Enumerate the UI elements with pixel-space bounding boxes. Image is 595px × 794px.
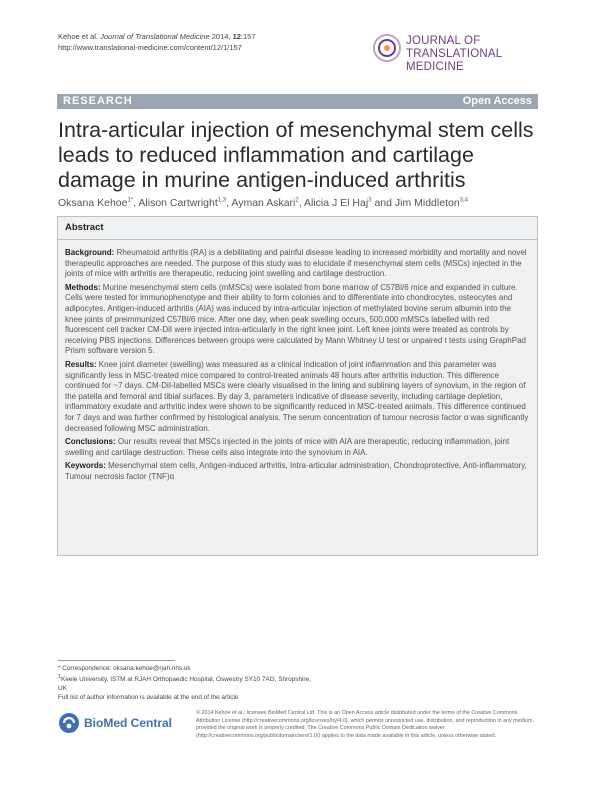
biomed-central-logo-icon	[58, 712, 80, 734]
footnote-divider	[58, 660, 175, 661]
author[interactable]: Jim Middleton$^{3,4}$	[394, 197, 469, 209]
citation-journal: Journal of Translational Medicine	[100, 32, 210, 41]
abstract-conclusions: Conclusions: Our results reveal that MSCs injected in the joints of mice with AIA are therapeutic, reducing inflammation, joint swelling and cartilage destruction. These cells also integrate into the synovium in AIA.	[65, 437, 510, 457]
abstract-background: Background: Rheumatoid arthritis (RA) is a debilitating and painful disease leading to increased morbidity and mortality and novel therapeutic approaches are needed. The purpose of this study was to elucidate if mesenchymal stem cells (MSCs) injected in the joints of mice with arthritis are therapeutic, reducing joint swelling and cartilage destruction.	[65, 248, 527, 279]
footnotes	[58, 664, 318, 702]
citation-line	[58, 31, 256, 42]
citation-url[interactable]: http://www.translational-medicine.com/content/12/1/157	[58, 43, 242, 52]
section-band	[57, 94, 538, 109]
section-label: RESEARCH	[63, 95, 133, 107]
author-info-note: Full list of author information is available at the end of the article	[58, 694, 239, 702]
journal-name-line1: JOURNAL OF	[406, 35, 481, 47]
citation-page: :157	[240, 32, 256, 41]
citation-year: 2014,	[209, 32, 233, 41]
abstract-body	[65, 248, 530, 485]
abstract-box	[57, 216, 538, 556]
journal-emblem-icon	[372, 31, 402, 65]
author[interactable]: Ayman Askari$^2$	[231, 197, 299, 209]
publisher-name: BioMed Central	[84, 716, 173, 730]
citation-header	[58, 31, 256, 53]
author[interactable]: Alison Cartwright$^{1,3}$	[138, 197, 227, 209]
license-text: © 2014 Kehoe et al.; licensee BioMed Central Ltd. This is an Open Access article distributed under the terms of the Creative Commons Attribution License (http://creativecommons.org/licenses/by/4.0), which permits unrestricted use, distribution, and reproduction in any medium, provided the original work is properly credited. The Creative Commons Public Domain Dedication waiver (http://creativecommons.org/publicdomain/zero/1.0/) applies to the data made available in this article, unless otherwise stated.	[196, 710, 534, 739]
citation-volume: 12	[232, 32, 241, 41]
publisher-logo	[58, 710, 178, 736]
author-list: Oksana Kehoe$^{1*}$, Alison Cartwright$^{1,3}$, Ayman Askari$^2$, Alicia J El Haj$^3$ and Jim Middleton$^{3,4}$	[58, 197, 469, 209]
journal-name	[406, 35, 532, 74]
abstract-keywords: Keywords: Mesenchymal stem cells, Antigen-induced arthritis, Intra-articular administration, Chondroprotective, Anti-inflammatory, Tumour necrosis factor (TNF)α	[65, 461, 527, 481]
correspondence[interactable]: * Correspondence: oksana.kehoe@rjah.nhs.uk	[58, 665, 191, 672]
affiliation: $^1$Keele University, ISTM at RJAH Orthopaedic Hospital, Oswestry SY10 7AG, Shropshire, UK	[58, 674, 311, 693]
abstract-heading: Abstract	[65, 222, 104, 233]
journal-logo	[372, 29, 532, 73]
author[interactable]: Oksana Kehoe$^{1*}$	[58, 197, 134, 209]
abstract-divider	[58, 239, 537, 240]
article-title: Intra-articular injection of mesenchymal stem cells leads to reduced inflammation and cartilage damage in murine antigen-induced arthritis	[58, 118, 534, 192]
author[interactable]: Alicia J El Haj$^3$	[304, 197, 372, 209]
open-access-label: Open Access	[462, 95, 532, 107]
journal-name-line2: TRANSLATIONAL MEDICINE	[406, 48, 502, 73]
abstract-results: Results: Knee joint diameter (swelling) was measured as a clinical indication of joint inflammation and this parameter was significantly less in MSC-treated mice compared to control-treated animals 48 hours after arthritis induction. This difference continued for ~7 days. CM-DiI-labelled MSCs were clearly visualised in the lining and sublining layers of synovium, in the region of the patella and femoral and tibial surfaces. By day 3, parameters indicative of disease severity, including cartilage depletion, inflammatory exudate and arthritic index were shown to be significantly reduced in MSC-treated animals. This difference continued for 7 days and was further confirmed by histological analysis. The serum concentration of tumour necrosis factor α was significantly decreased following MSC administration.	[65, 359, 529, 433]
abstract-methods: Methods: Murine mesenchymal stem cells (mMSCs) were isolated from bone marrow of C57Bl/6 mice and expanded in culture. Cells were tested for immunophenotype and their ability to form colonies and to differentiate into chondrocytes, osteocytes and adipocytes. Antigen-induced arthritis (AIA) was induced by intra-articular injection of methylated bovine serum albumin into the knee joints of preimmunized C57Bl/6 mice. After one day, when peak swelling occurs, 500,000 mMSCs labelled with red fluorescent cell tracker CM-DiI were injected intra-articularly in the right knee joint. Left knee joints were treated as controls by receiving PBS injections. Differences between groups were calculated by Mann Whitney U test or unpaired t tests using GraphPad Prism software version 5.	[65, 282, 526, 356]
citation-authors: Kehoe et al.	[58, 32, 99, 41]
